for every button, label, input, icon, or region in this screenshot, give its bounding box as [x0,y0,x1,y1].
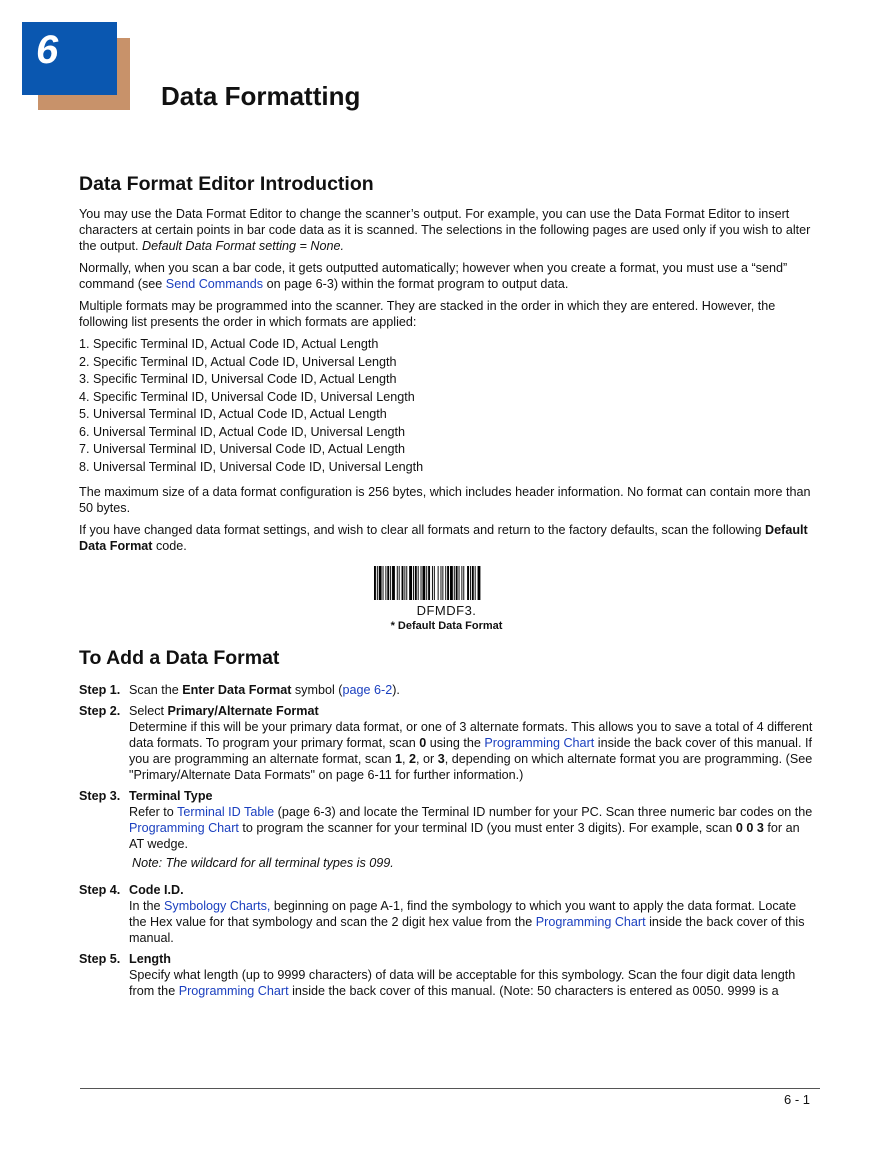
list-item: 3. Specific Terminal ID, Universal Code ID, Actual Length [79,372,397,386]
step1-text-c: ). [392,683,400,697]
barcode-bar [392,566,395,600]
barcode-bar [396,566,397,600]
step1-text-b: symbol ( [291,683,343,697]
step3-text-b: (page 6-3) and locate the Terminal ID number for your PC. Scan three numeric bar codes on the [274,805,813,819]
step2-bold-1: 1 [395,752,403,766]
step-label: Step 4. [79,883,121,897]
barcode-bar [376,566,377,600]
barcode-bar [390,566,391,600]
barcode-bar [374,566,376,600]
programming-chart-link[interactable]: Programming Chart [484,736,595,750]
barcode-icon[interactable] [373,566,521,600]
barcode-bar [414,566,416,600]
barcode-bar [461,566,462,600]
barcode-bar [447,566,449,600]
step2-title-plain: Select [129,704,168,718]
intro-p2-end: on page 6-3) within the format program to output data. [263,277,569,291]
step2-sep-1: , [402,752,410,766]
intro-p2-start: Normally, when you scan a bar code, it gets outputted automatically; however when you create a format, you must use a “send” command (see [79,261,788,291]
step2-bold-2: 2 [409,752,417,766]
format-order-list [79,336,814,476]
step-body [129,882,814,946]
page-6-2-link[interactable]: page 6-2 [342,683,393,697]
default-setting-note: Default Data Format setting = None. [142,239,344,253]
barcode-bar [469,566,470,600]
barcode-bar [385,566,386,600]
step1-text-a: Scan the [129,683,183,697]
barcode-bar [474,566,475,600]
step2-text-d: inside the back cover of this manual. If you are programming an alternate format, scan [129,736,812,766]
barcode-bar [440,566,441,600]
intro-paragraph-1 [79,206,814,254]
list-item: 8. Universal Terminal ID, Universal Code ID, Universal Length [79,459,424,474]
barcode-bar [455,566,457,600]
step2-text-c: using the [426,736,485,750]
list-item: 7. Universal Terminal ID, Universal Code ID, Actual Length [79,442,405,456]
barcode-bar [406,566,407,600]
page-number: 6 - 1 [783,1092,810,1107]
enter-data-format-bold: Enter Data Format [182,683,292,697]
step-body [129,682,814,698]
intro-paragraph-5 [79,522,814,554]
step3-text-a: Refer to [129,805,178,819]
barcode-bar [420,566,421,600]
barcode-text: DFMDF3. [416,603,477,618]
barcode-bar [401,566,403,600]
step5-text-b: inside the back cover of this manual. (Note: 50 characters is entered as 0050. 9999 is a [288,984,779,998]
step-label: Step 3. [79,789,121,803]
step2-bold-3: 3 [437,752,445,766]
barcode-bar [467,566,469,600]
footer-divider [80,1088,820,1089]
step3-text-c: to program the scanner for your terminal ID (you must enter 3 digits). For example, scan [238,821,736,835]
step3-text-d: for an AT wedge. [129,821,800,851]
intro-paragraph-4: The maximum size of a data format configuration is 256 bytes, which includes header information. No format can contain more than 50 bytes. [79,485,811,515]
list-item: 4. Specific Terminal ID, Universal Code ID, Universal Length [79,389,415,404]
step-3 [79,788,814,877]
step3-title: Terminal Type [129,789,213,803]
barcode-bar [422,566,425,600]
list-item: 2. Specific Terminal ID, Actual Code ID, Universal Length [79,354,397,369]
intro-p5-end: code. [152,539,187,553]
step2-bold-0: 0 [419,736,427,750]
step-label: Step 1. [79,683,121,697]
barcode-bar [417,566,418,600]
barcode-bar [431,566,432,600]
step4-description [129,898,814,946]
chapter-number: 6 [36,28,59,72]
step4-title: Code I.D. [129,883,184,897]
step5-description [129,967,814,999]
barcode-bar [442,566,443,600]
programming-chart-link[interactable]: Programming Chart [129,821,239,835]
step5-title: Length [129,952,171,966]
step-label: Step 5. [79,952,121,966]
symbology-charts-link[interactable]: Symbology Charts, [164,899,271,913]
barcode-bar [445,566,446,600]
barcode-bar [409,566,412,600]
add-format-heading: To Add a Data Format [79,647,280,669]
barcode-bar [463,566,464,600]
page-content [79,172,814,1004]
barcode-bar [378,566,381,600]
step3-description [129,804,814,852]
barcode-bar [433,566,434,600]
programming-chart-link[interactable]: Programming Chart [535,915,646,929]
step-body [129,951,814,999]
default-data-format-barcode-block [79,566,814,633]
step-body [129,703,814,783]
step2-text-a: Determine if this will be your primary data format, or one of 3 alternate formats. This allows you to save a total of 4 different data formats. To program your primary format, scan [129,720,813,750]
intro-heading: Data Format Editor Introduction [79,173,374,195]
step4-text-c: inside the back cover of this manual. [129,915,805,945]
wildcard-note: Note: The wildcard for all terminal types is 099. [132,856,394,870]
intro-paragraph-2 [79,260,814,292]
step-4 [79,882,814,946]
step2-description [129,719,814,783]
barcode-bar [426,566,427,600]
barcode-bar [428,566,430,600]
step-label: Step 2. [79,704,121,718]
list-item: 6. Universal Terminal ID, Actual Code ID, Universal Length [79,424,405,439]
step-1 [79,682,814,698]
list-item: 5. Universal Terminal ID, Actual Code ID, Actual Length [79,407,387,421]
barcode-bar [471,566,473,600]
step2-sep-2: , or [416,752,438,766]
step2-title-bold: Primary/Alternate Format [167,704,319,718]
step3-bold-003: 0 0 3 [735,821,764,835]
step-5 [79,951,814,999]
barcode-bar [398,566,399,600]
barcode-bar [453,566,454,600]
chapter-title: Data Formatting [161,81,361,111]
barcode-bar [382,566,383,600]
step4-text-b: beginning on page A-1, find the symbology to which you want to apply the data format. Locate the Hex value for that symbology and scan the 2 digit hex value from the [129,899,797,929]
barcode-caption: * Default Data Format [390,620,503,632]
intro-p1-text: You may use the Data Format Editor to change the scanner’s output. For example, you can use the Data Format Editor to insert characters at certain points in bar code data as it is scanned. The selections in the following pages are used only if you wish to alter the output. [79,207,811,253]
terminal-id-table-link[interactable]: Terminal ID Table [177,805,275,819]
default-data-format-bold: Default Data Format [79,523,808,553]
list-item: 1. Specific Terminal ID, Actual Code ID, Actual Length [79,337,379,351]
step2-title [129,703,814,719]
barcode-bar [387,566,389,600]
intro-paragraph-3: Multiple formats may be programmed into the scanner. They are stacked in the order in which they are entered. However, the following list presents the order in which formats are applied: [79,299,776,329]
barcode-bar [437,566,438,600]
barcode-bar [477,566,480,600]
barcode-bar [412,566,413,600]
barcode-bar [450,566,453,600]
step4-text-a: In the [129,899,165,913]
barcode-bar [404,566,405,600]
programming-chart-link[interactable]: Programming Chart [178,984,289,998]
step-2 [79,703,814,783]
step5-text-a: Specify what length (up to 9999 characters) of data will be acceptable for this symbology. Scan the four digit data length from the [129,968,796,998]
barcode-bar [458,566,459,600]
step-body [129,788,814,877]
send-commands-link[interactable]: Send Commands [165,277,264,291]
step2-text-e: , depending on which alternate format you are programming. (See "Primary/Alternate Data Formats" on page 6-11 for further information.) [129,752,813,782]
intro-p5-start: If you have changed data format settings, and wish to clear all formats and return to the factory defaults, scan the following [79,523,766,537]
